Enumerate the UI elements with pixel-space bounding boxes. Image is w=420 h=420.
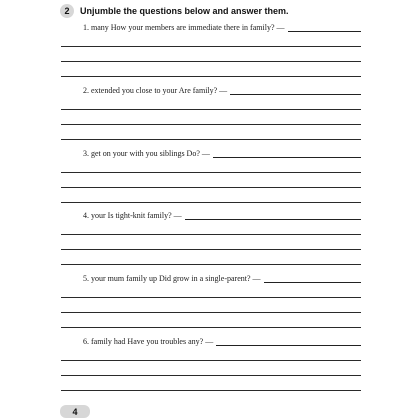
- question-5: [61, 273, 361, 285]
- exercise-header: [60, 4, 289, 18]
- answer-line[interactable]: [61, 312, 361, 313]
- answer-line[interactable]: [61, 46, 361, 47]
- question-block-6: [61, 336, 361, 348]
- answer-line[interactable]: [61, 124, 361, 125]
- question-block-4: [61, 210, 361, 222]
- answer-line[interactable]: [61, 249, 361, 250]
- question-text: 1. many How your members are immediate there in family? —: [83, 23, 285, 32]
- exercise-number-badge: 2: [60, 4, 74, 18]
- answer-line[interactable]: [61, 172, 361, 173]
- answer-line[interactable]: [61, 327, 361, 328]
- question-text: 3. get on your with you siblings Do? —: [83, 149, 210, 158]
- question-text: 2. extended you close to your Are family? —: [83, 86, 228, 95]
- question-text: 4. your Is tight-knit family? —: [83, 211, 182, 220]
- answer-blank[interactable]: [185, 219, 361, 220]
- answer-line[interactable]: [61, 61, 361, 62]
- answer-line[interactable]: [61, 234, 361, 235]
- question-4: [61, 210, 361, 222]
- question-1: [61, 22, 361, 34]
- question-text: 5. your mum family up Did grow in a single-parent? —: [83, 274, 261, 283]
- answer-blank[interactable]: [230, 94, 361, 95]
- question-block-5: [61, 273, 361, 285]
- question-2: [61, 85, 361, 97]
- answer-line[interactable]: [61, 76, 361, 77]
- answer-line[interactable]: [61, 375, 361, 376]
- answer-blank[interactable]: [216, 345, 361, 346]
- answer-blank[interactable]: [213, 157, 361, 158]
- answer-line[interactable]: [61, 360, 361, 361]
- answer-line[interactable]: [61, 109, 361, 110]
- page-number: 4: [60, 405, 90, 418]
- question-text: 6. family had Have you troubles any? —: [83, 337, 214, 346]
- question-block-1: [61, 22, 361, 34]
- question-6: [61, 336, 361, 348]
- answer-line[interactable]: [61, 264, 361, 265]
- answer-blank[interactable]: [264, 282, 361, 283]
- question-block-3: [61, 148, 361, 160]
- answer-line[interactable]: [61, 390, 361, 391]
- exercise-instruction: Unjumble the questions below and answer them.: [80, 6, 289, 16]
- answer-blank[interactable]: [288, 31, 362, 32]
- question-3: [61, 148, 361, 160]
- answer-line[interactable]: [61, 297, 361, 298]
- answer-line[interactable]: [61, 202, 361, 203]
- answer-line[interactable]: [61, 187, 361, 188]
- answer-line[interactable]: [61, 139, 361, 140]
- question-block-2: [61, 85, 361, 97]
